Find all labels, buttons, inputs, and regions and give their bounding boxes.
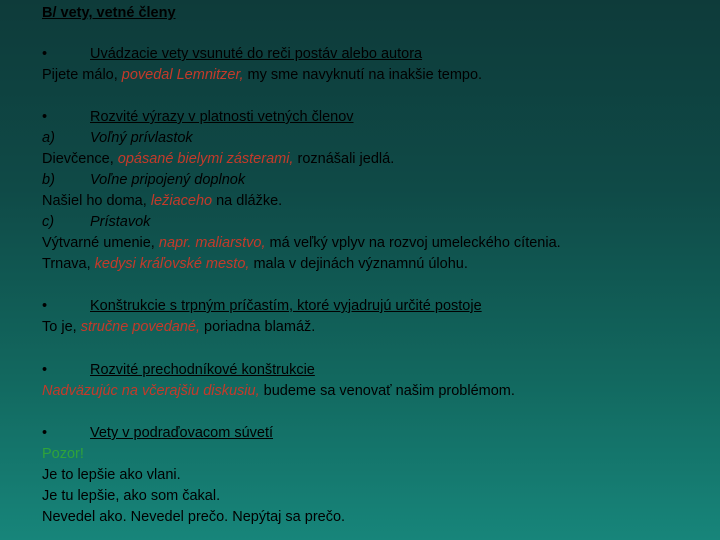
section-5-example-1: Je to lepšie ako vlani. <box>42 467 181 483</box>
example-text: poriadna blamáž. <box>204 319 316 335</box>
example-text: my sme navyknutí na inakšie tempo. <box>247 67 483 83</box>
highlighted-phrase: Nadväzujúc na včerajšiu diskusiu, <box>42 383 260 399</box>
bullet: • <box>42 109 48 125</box>
example-text: Výtvarné umenie, <box>42 235 155 251</box>
warning-text: Pozor! <box>42 446 84 462</box>
example-text: Dievčence, <box>42 151 114 167</box>
section-title-text: Rozvité prechodníkové konštrukcie <box>90 362 315 378</box>
example-text: Našiel ho doma, <box>42 193 147 209</box>
bullet: • <box>42 425 48 441</box>
subsection-c-label <box>42 212 150 232</box>
subsection-label: Voľne pripojený doplnok <box>90 172 246 188</box>
example-text: mala v dejinách významnú úlohu. <box>253 256 468 272</box>
section-4-title <box>42 360 315 380</box>
section-1-example <box>42 65 482 85</box>
section-3-example <box>42 317 315 337</box>
example-text: má veľký vplyv na rozvoj umeleckého cítenia. <box>269 235 561 251</box>
subsection-b-example <box>42 191 282 211</box>
subsection-letter: a) <box>42 130 55 146</box>
highlighted-phrase: opásané bielymi zásterami, <box>117 151 294 167</box>
example-text: Pijete málo, <box>42 67 118 83</box>
section-title-text: Uvádzacie vety vsunuté do reči postáv alebo autora <box>90 46 423 62</box>
example-text: Trnava, <box>42 256 91 272</box>
section-5-example-3: Nevedel ako. Nevedel prečo. Nepýtaj sa prečo. <box>42 509 346 525</box>
slide-heading: B/ vety, vetné členy <box>42 5 176 21</box>
example-text: na dlážke. <box>216 193 283 209</box>
example-text: budeme sa venovať našim problémom. <box>263 383 515 399</box>
subsection-a-example <box>42 149 394 169</box>
section-4-example <box>42 381 515 401</box>
highlighted-phrase: kedysi kráľovské mesto, <box>94 256 250 272</box>
subsection-letter: c) <box>42 214 55 230</box>
example-text: roznášali jedlá. <box>297 151 395 167</box>
highlighted-phrase: napr. maliarstvo, <box>158 235 266 251</box>
subsection-b-label <box>42 170 245 190</box>
section-title-text: Rozvité výrazy v platnosti vetných členov <box>90 109 354 125</box>
section-2-title <box>42 107 354 127</box>
bullet: • <box>42 46 48 62</box>
section-5-example-2: Je tu lepšie, ako som čakal. <box>42 488 221 504</box>
bullet: • <box>42 362 48 378</box>
highlighted-phrase: povedal Lemnitzer, <box>121 67 244 83</box>
subsection-c-example-1 <box>42 233 561 253</box>
highlighted-phrase: stručne povedané, <box>80 319 201 335</box>
section-3-title <box>42 296 482 316</box>
subsection-label: Prístavok <box>90 214 151 230</box>
subsection-a-label <box>42 128 193 148</box>
section-5-title <box>42 423 273 443</box>
section-1-title <box>42 44 422 64</box>
highlighted-phrase: ležiaceho <box>150 193 213 209</box>
section-title-text: Konštrukcie s trpným príčastím, ktoré vyjadrujú určité postoje <box>90 298 482 314</box>
subsection-letter: b) <box>42 172 55 188</box>
subsection-label: Voľný prívlastok <box>90 130 193 146</box>
subsection-c-example-2 <box>42 254 468 274</box>
section-title-text: Vety v podraďovacom súvetí <box>90 425 274 441</box>
example-text: To je, <box>42 319 77 335</box>
bullet: • <box>42 298 48 314</box>
